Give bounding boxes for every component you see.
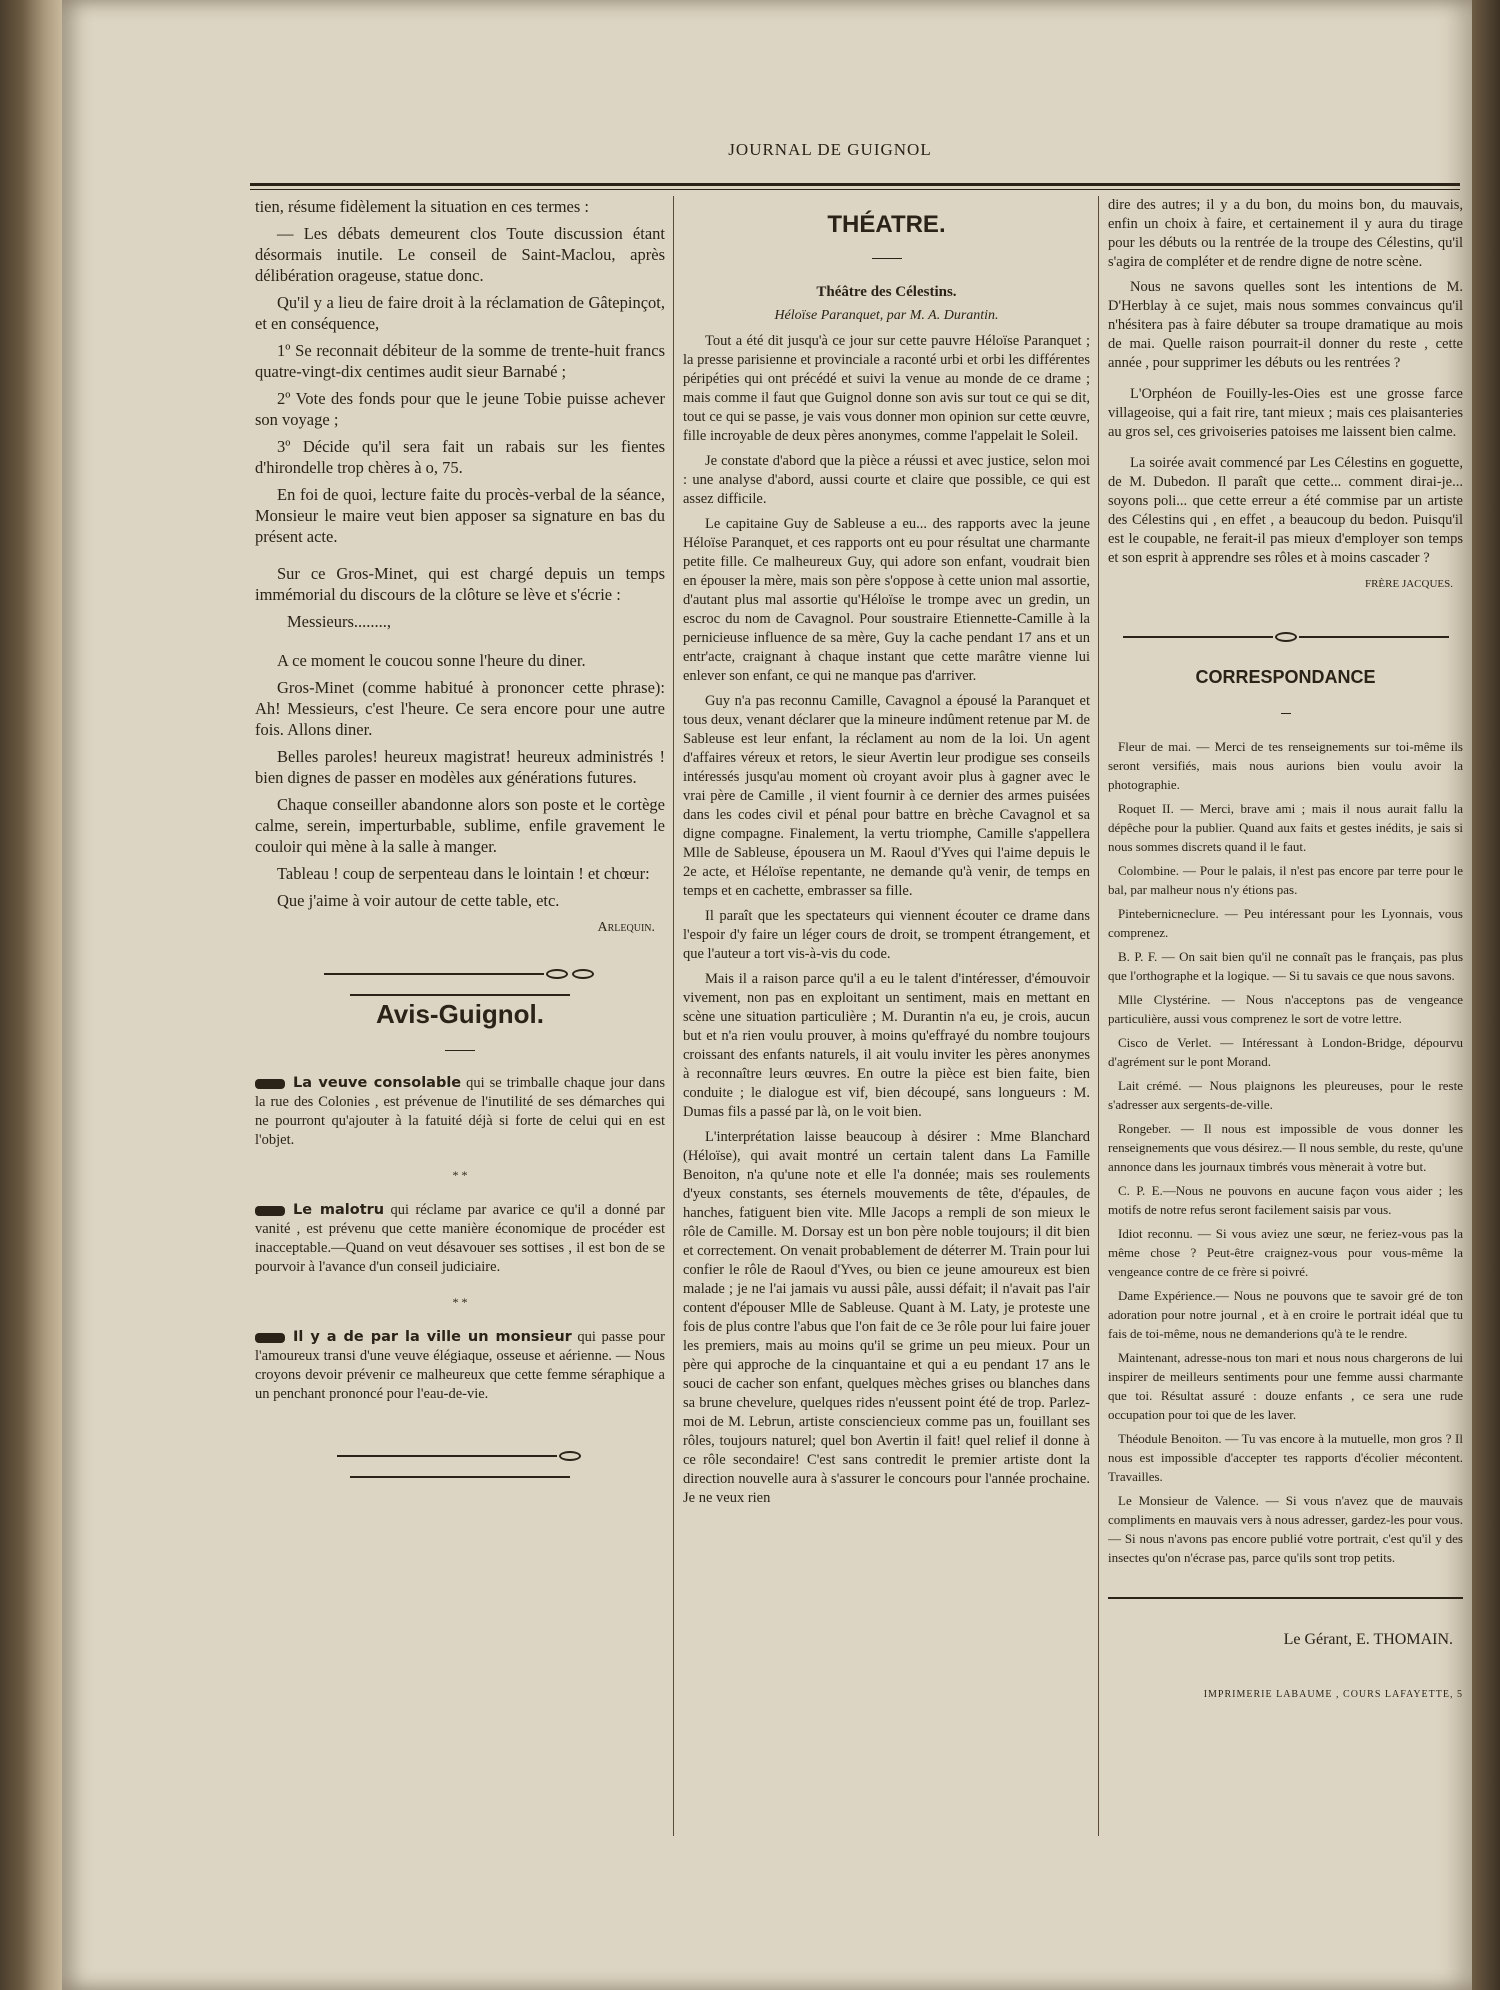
gerant-signature: Le Gérant, E. THOMAIN. <box>1283 1631 1453 1648</box>
paragraph: Que j'aime à voir autour de cette table, etc. <box>277 891 560 910</box>
paragraph: Le capitaine Guy de Sableuse a eu... des rapports avec la jeune Héloïse Paranquet, et ces rapports ont eu pour résultat une charmante petite fille. Ce malheureux Guy, qui adore son enfant, voudrait bien en épouser la mère, mais son père s'oppose à cette union mal assortie, d'autant plus mal assortie qu'Héloïse le trompe avec un gredin, un escroc du nom de Cavagnol. Pour soustraire Etiennette-Camille à la pernicieuse influence de sa mère, Guy la cache pendant 17 ans et un entr'acte, craignant à chaque instant que cette marâtre vienne lui enlever son enfant, ce qui ne manque pas d'arriver. <box>683 516 1090 684</box>
paragraph: A ce moment le coucou sonne l'heure du diner. <box>277 651 586 670</box>
paragraph: En foi de quoi, lecture faite du procès-verbal de la séance, Monsieur le maire veut bien apposer sa signature en bas du présent acte. <box>255 485 665 546</box>
pointing-hand-icon <box>255 1333 285 1343</box>
asterism: * * <box>452 1168 468 1182</box>
paragraph: Nous ne savons quelles sont les intentions de M. D'Herblay à ce sujet, mais nous sommes convaincus qu'il n'hésitera pas à faire débuter sa troupe dramatique au mois de mai. Quelle raison pourrait-il donner du reste , cette année , pour supprimer les débuts ou les rentrées ? <box>1108 279 1463 371</box>
paragraph: 3º Décide qu'il sera fait un rabais sur les fientes d'hirondelle trop chères à o, 75. <box>255 437 665 477</box>
avis-lead: Il y a de par la ville un monsieur <box>293 1329 572 1345</box>
avis-item: Il y a de par la ville un monsieur qui passe pour l'amoureux transi d'une veuve élégiaque, osseuse et aérienne. — Nous croyons devoir prévenir ce malheureux que cette femme séraphique a un penchant prononcé pour l'eau-de-vie. <box>255 1329 665 1402</box>
ornament-divider <box>255 962 665 974</box>
corr-item: Théodule Benoiton. — Tu vas encore à la mutuelle, mon gros ? Il nous est impossible d'accepter tes rapports d'écolier mécontent. Travailles. <box>1108 1431 1463 1484</box>
theatre-subtitle: Théâtre des Célestins. <box>816 284 957 300</box>
header-rule <box>250 183 1460 186</box>
paragraph: — Les débats demeurent clos Toute discussion étant désormais inutile. Le conseil de Saint-Maclou, après délibération orageuse, statue donc. <box>255 224 665 285</box>
corr-item: Cisco de Verlet. — Intéressant à London-Bridge, dépourvu d'agrément sur le pont Morand. <box>1108 1035 1463 1069</box>
journal-header: JOURNAL DE GUIGNOL <box>728 140 932 159</box>
corr-item: B. P. F. — On sait bien qu'il ne connaît pas le français, pas plus que l'orthographe et la logique. — Si tu savais ce que nous savons. <box>1108 949 1463 983</box>
corr-item: Roquet II. — Merci, brave ami ; mais il nous aurait fallu la dépêche pour la publier. Quand aux faits et gestes inédits, je sais si nous sommes discrets quand il le faut. <box>1108 801 1463 854</box>
corr-item: C. P. E.—Nous ne pouvons en aucune façon vous aider ; les motifs de notre refus seront facilement saisis par vous. <box>1108 1183 1463 1217</box>
asterism: * * <box>452 1295 468 1309</box>
theatre-title: THÉATRE. <box>827 211 946 238</box>
play-title: Héloïse Paranquet, par M. A. Durantin. <box>774 308 999 323</box>
paragraph: Messieurs........, <box>287 612 392 631</box>
correspondance-section <box>1108 737 1463 1567</box>
corr-item: Idiot reconnu. — Si vous aviez une sœur, ne feriez-vous pas la même chose ? Peut-être craignez-vous pour vous-même la vengeance contre de ce frère si poivré. <box>1108 1226 1463 1279</box>
printer-imprint: IMPRIMERIE LABAUME , COURS LAFAYETTE, 5 <box>1203 1689 1463 1700</box>
paragraph: Tableau ! coup de serpenteau dans le lointain ! et chœur: <box>277 864 650 883</box>
book-binding <box>0 0 62 1990</box>
column-2 <box>683 196 1090 1514</box>
paragraph: Chaque conseiller abandonne alors son poste et le cortège calme, serein, imperturbable, sublime, enfile gravement le couloir qui mène à la salle à manger. <box>255 795 665 856</box>
paragraph: Guy n'a pas reconnu Camille, Cavagnol a épousé la Paranquet et tous deux, venant déclarer que la mineure indûment retenue par M. de Sableuse est leur enfant, la réclament au nom de la loi. Un agent d'affaires véreux et retors, le sieur Avertin leur prodigue ses conseils intéressés jusqu'au moment où croyant avoir plus à gagner avec le vrai père de Camille , il vient fournir à ce dernier des armes puisées dans les codes civil et pénal pour battre en brèche Cavagnol et sa digne compagne. Finalement, la vertu triomphe, Camille s'appellera Mlle de Sableuse, épousera un M. Raoul d'Yves qui l'aime depuis le 2e acte, et Héloïse repentante, ne demande qu'à venir, de temps en temps et en cachette, embrasser sa fille. <box>683 693 1090 899</box>
avis-item: La veuve consolable qui se trimballe chaque jour dans la rue des Colonies , est prévenue de l'inutilité de ses démarches qui ne pourront qu'ajouter à la fatuité déjà si forte de celui qui en est l'objet. <box>255 1075 665 1148</box>
corr-item: Mlle Clystérine. — Nous n'acceptons pas de vengeance particulière, aussi vous comprenez le sort de votre lettre. <box>1108 992 1463 1026</box>
paragraph: Tout a été dit jusqu'à ce jour sur cette pauvre Héloïse Paranquet ; la presse parisienne et provinciale a raconté urbi et orbi les différentes péripéties qui ont précédé et suivi la venue au monde de ce drame ; mais comme il faut que Guignol donne son avis sur tout ce qui se dit, tout ce qui se passe, je vais vous donner mon opinion sur cette œuvre, fille incroyable de deux pères anonymes, comme l'appelait le Soleil. <box>683 333 1090 444</box>
paragraph: L'Orphéon de Fouilly-les-Oies est une grosse farce villageoise, qui a fait rire, tant mieux ; mais ces plaisanteries au gros sel, ces grivoiseries patoises me laissent bien calme. <box>1108 386 1463 440</box>
corr-item: Maintenant, adresse-nous ton mari et nous nous chargerons de lui inspirer de meilleurs sentiments pour une femme aussi charmante que toi. Résultat assuré : douze enfants , ce sera une rude occupation pour toi que de les laver. <box>1108 1350 1463 1422</box>
column-1 <box>255 196 665 1480</box>
ornament-divider <box>255 1444 665 1456</box>
paragraph: L'interprétation laisse beaucoup à désirer : Mme Blanchard (Héloïse), qui avait montré un certain talent dans La Famille Benoiton, n'a qu'une note et elle l'a donnée; mais ses roulements d'yeux constants, ses éternels mouvements de tête, d'épaules, de hanches, fatiguent bien vite. Mlle Jacops a rempli de son mieux le rôle de Camille. M. Dorsay est un bon père noble toujours; il dit bien et correctement. On venait probablement de déterrer M. Train pour lui confier le rôle de Raoul d'Yves, ou bien ce jeune amoureux est bien malade ; je ne l'ai jamais vu aussi pâle, aussi défait; il n'avait pas l'air content d'épouser Mlle de Sableuse. Quant à M. Laty, je proteste une fois de plus contre l'abus que l'on fait de ce 3e rôle pour lui faire jouer les premiers, mais au moins qu'il se grime un peu mieux. Pour un père qui approche de la cinquantaine et qui a eu pendant 17 ans le souci de cacher son enfant, quelques mèches grises ou blanches dans sa brune chevelure, quelques rides n'eussent point été de trop. Parlez-moi de M. Lebrun, artiste consciencieux comme pas un, fouillant ses rôles, toujours naturel; quel bon Avertin il fait! quel relief il donne à ce rôle secondaire! C'est sans contredit le premier artiste dont la direction nouvelle aura à s'assurer le concours pour l'année prochaine. Je ne veux rien <box>683 1129 1090 1506</box>
title-dash <box>683 243 1090 264</box>
page-edge <box>1472 0 1500 1990</box>
signature-frere-jacques: FRÈRE JACQUES. <box>1364 578 1453 590</box>
column-3 <box>1108 196 1463 1705</box>
paragraph: Belles paroles! heureux magistrat! heureux administrés ! bien dignes de passer en modèles aux générations futures. <box>255 747 665 787</box>
corr-item: Fleur de mai. — Merci de tes renseignements sur toi-même ils seront versifiés, mais nous aurions bien voulu avoir la photographie. <box>1108 739 1463 792</box>
ornament-divider <box>1108 625 1463 637</box>
corr-item: Colombine. — Pour le palais, il n'est pas encore par terre pour le bal, par malheur nous n'y étions pas. <box>1108 863 1463 897</box>
paragraph: Mais il a raison parce qu'il a eu le talent d'intéresser, d'émouvoir vivement, non pas en exploitant un sentiment, mais en mettant en scène une situation particulière ; M. Durantin n'a eu, je crois, aucun but et n'a rien voulu prouver, à moins qu'effrayé du nombre toujours croissant des enfants naturels, il ait voulu inviter les pères anonymes à reconnaître leurs œuvres. En outre la pièce est bien faite, bien conduite ; le dialogue est vif, bien découpé, sans longueurs : M. Dumas fils a passé par là, on le voit bien. <box>683 971 1090 1120</box>
header-rule-thin <box>250 189 1460 190</box>
corr-item: Le Monsieur de Valence. — Si vous n'avez que de mauvais compliments en mauvais vers à nous adresser, gardez-les pour vous. — Si nous n'avons pas encore publié votre portrait, c'est qu'il y des insectes qu'on n'écrase pas, parce qu'ils sont trop petits. <box>1108 1493 1463 1565</box>
corr-item: Dame Expérience.— Nous ne pouvons que te savoir gré de ton adoration pour notre journal , et à en croire le portrait idéal que tu fais de toi-même, nous ne demanderions qu'à te le rendre. <box>1108 1288 1463 1341</box>
paragraph: Je constate d'abord que la pièce a réussi et avec justice, selon moi : une analyse d'abord, aussi courte et claire que possible, ce qui est assez difficile. <box>683 453 1090 507</box>
column-divider <box>1098 196 1099 1836</box>
avis-lead: La veuve consolable <box>293 1075 462 1091</box>
paragraph: dire des autres; il y a du bon, du moins bon, du mauvais, enfin un choix à faire, et certainement il y aura du tirage pour les débuts ou la rentrée de la troupe des Célestins, qu'il s'agira de compléter et de rendre digne de notre scène. <box>1108 197 1463 270</box>
avis-item: Le malotru qui réclame par avarice ce qu'il a donné par vanité , est prévenu que cette manière économique de procéder est inacceptable.—Quand on veut désavouer ses sottises , il est bon de se pourvoir à l'avance d'un conseil judiciaire. <box>255 1202 665 1275</box>
paragraph: Gros-Minet (comme habitué à prononcer cette phrase): Ah! Messieurs, c'est l'heure. Ce sera encore pour une autre fois. Allons diner. <box>255 678 665 739</box>
signature-arlequin: Arlequin. <box>597 920 655 935</box>
paragraph: Il paraît que les spectateurs qui viennent écouter ce drame dans l'espoir d'y faire un léger cours de droit, se trompent étrangement, et que l'auteur a tort vis-à-vis du code. <box>683 908 1090 962</box>
pointing-hand-icon <box>255 1206 285 1216</box>
paragraph: Qu'il y a lieu de faire droit à la réclamation de Gâtepinçot, et en conséquence, <box>255 293 665 333</box>
avis-lead: Le malotru <box>293 1202 385 1218</box>
theatre-review-continued <box>1108 196 1463 568</box>
title-dash <box>1108 698 1463 719</box>
theatre-review <box>683 332 1090 1508</box>
column-divider <box>673 196 674 1836</box>
avis-title: Avis-Guignol. <box>375 999 545 1029</box>
closing-rule <box>1108 1597 1463 1599</box>
corr-item: Pintebernicneclure. — Peu intéressant pour les Lyonnais, vous comprenez. <box>1108 906 1463 940</box>
correspondance-title: CORRESPONDANCE <box>1195 667 1376 687</box>
pointing-hand-icon <box>255 1079 285 1089</box>
title-dash <box>255 1035 665 1056</box>
paragraph: 2º Vote des fonds pour que le jeune Tobie puisse achever son voyage ; <box>255 389 665 429</box>
avis-section <box>255 1074 665 1404</box>
paragraph: Sur ce Gros-Minet, qui est chargé depuis un temps immémorial du discours de la clôture se lève et s'écrie : <box>255 564 665 604</box>
corr-item: Rongeber. — Il nous est impossible de vous donner les renseignements que vous désirez.— Il nous semble, du reste, qu'une annonce dans les journaux timbrés vous mènerait à votre but. <box>1108 1121 1463 1174</box>
corr-item: Lait crémé. — Nous plaignons les pleureuses, pour le reste s'adresser aux sergents-de-ville. <box>1108 1078 1463 1112</box>
paragraph: 1º Se reconnait débiteur de la somme de trente-huit francs quatre-vingt-dix centimes audit sieur Barnabé ; <box>255 341 665 381</box>
paragraph: tien, résume fidèlement la situation en ces termes : <box>255 197 590 216</box>
paragraph: La soirée avait commencé par Les Célestins en goguette, de M. Dubedon. Il paraît que cette... comment dirai-je... soyons poli... que cette erreur a été commise par un artiste des Célestins qui , en effet , a beaucoup du bedon. Puisqu'il est le coupable, ne ferait-il pas mieux d'employer son temps et son esprit à apprendre ses rôles et à moins cascader ? <box>1108 455 1463 566</box>
